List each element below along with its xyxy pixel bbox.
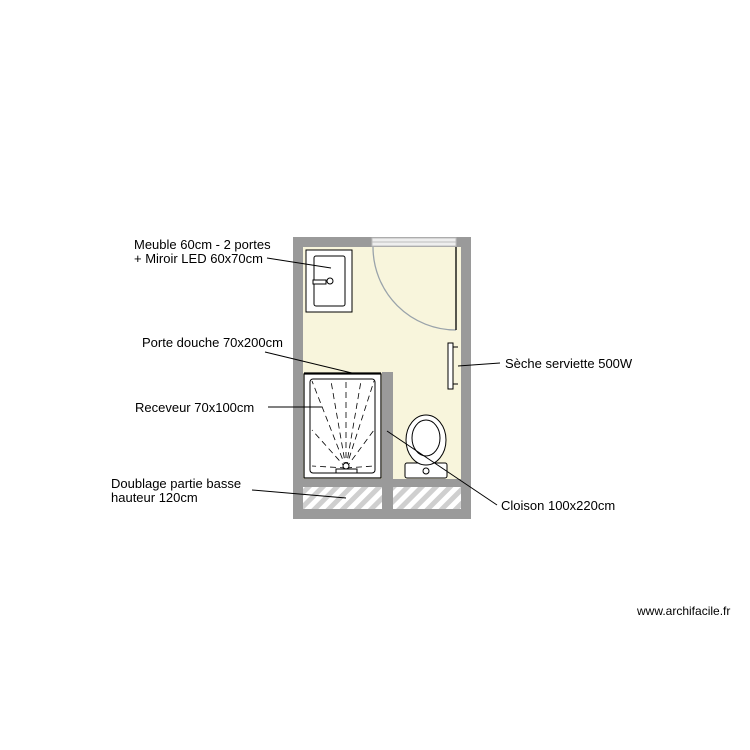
label-doublage-line1: Doublage partie basse [111, 476, 242, 491]
label-meuble-line1: Meuble 60cm - 2 portes [134, 237, 271, 252]
cloison-wall [382, 372, 393, 519]
shower-tray-inner [310, 379, 375, 473]
label-receveur: Receveur 70x100cm [135, 400, 255, 415]
label-doublage-line2: hauteur 120cm [111, 490, 198, 505]
toilet-flush [423, 468, 429, 474]
label-cloison: Cloison 100x220cm [501, 498, 616, 513]
label-porte-douche: Porte douche 70x200cm [142, 335, 283, 350]
label-seche-serviette: Sèche serviette 500W [505, 356, 633, 371]
vanity-drain [327, 278, 333, 284]
doublage-right [393, 487, 461, 509]
label-meuble-line2: + Miroir LED 60x70cm [134, 251, 263, 266]
watermark: www.archifacile.fr [637, 604, 731, 618]
vanity-tap [313, 280, 326, 284]
towel-radiator [448, 343, 453, 389]
shower-valve [343, 463, 349, 469]
shower-mixer [336, 469, 357, 473]
